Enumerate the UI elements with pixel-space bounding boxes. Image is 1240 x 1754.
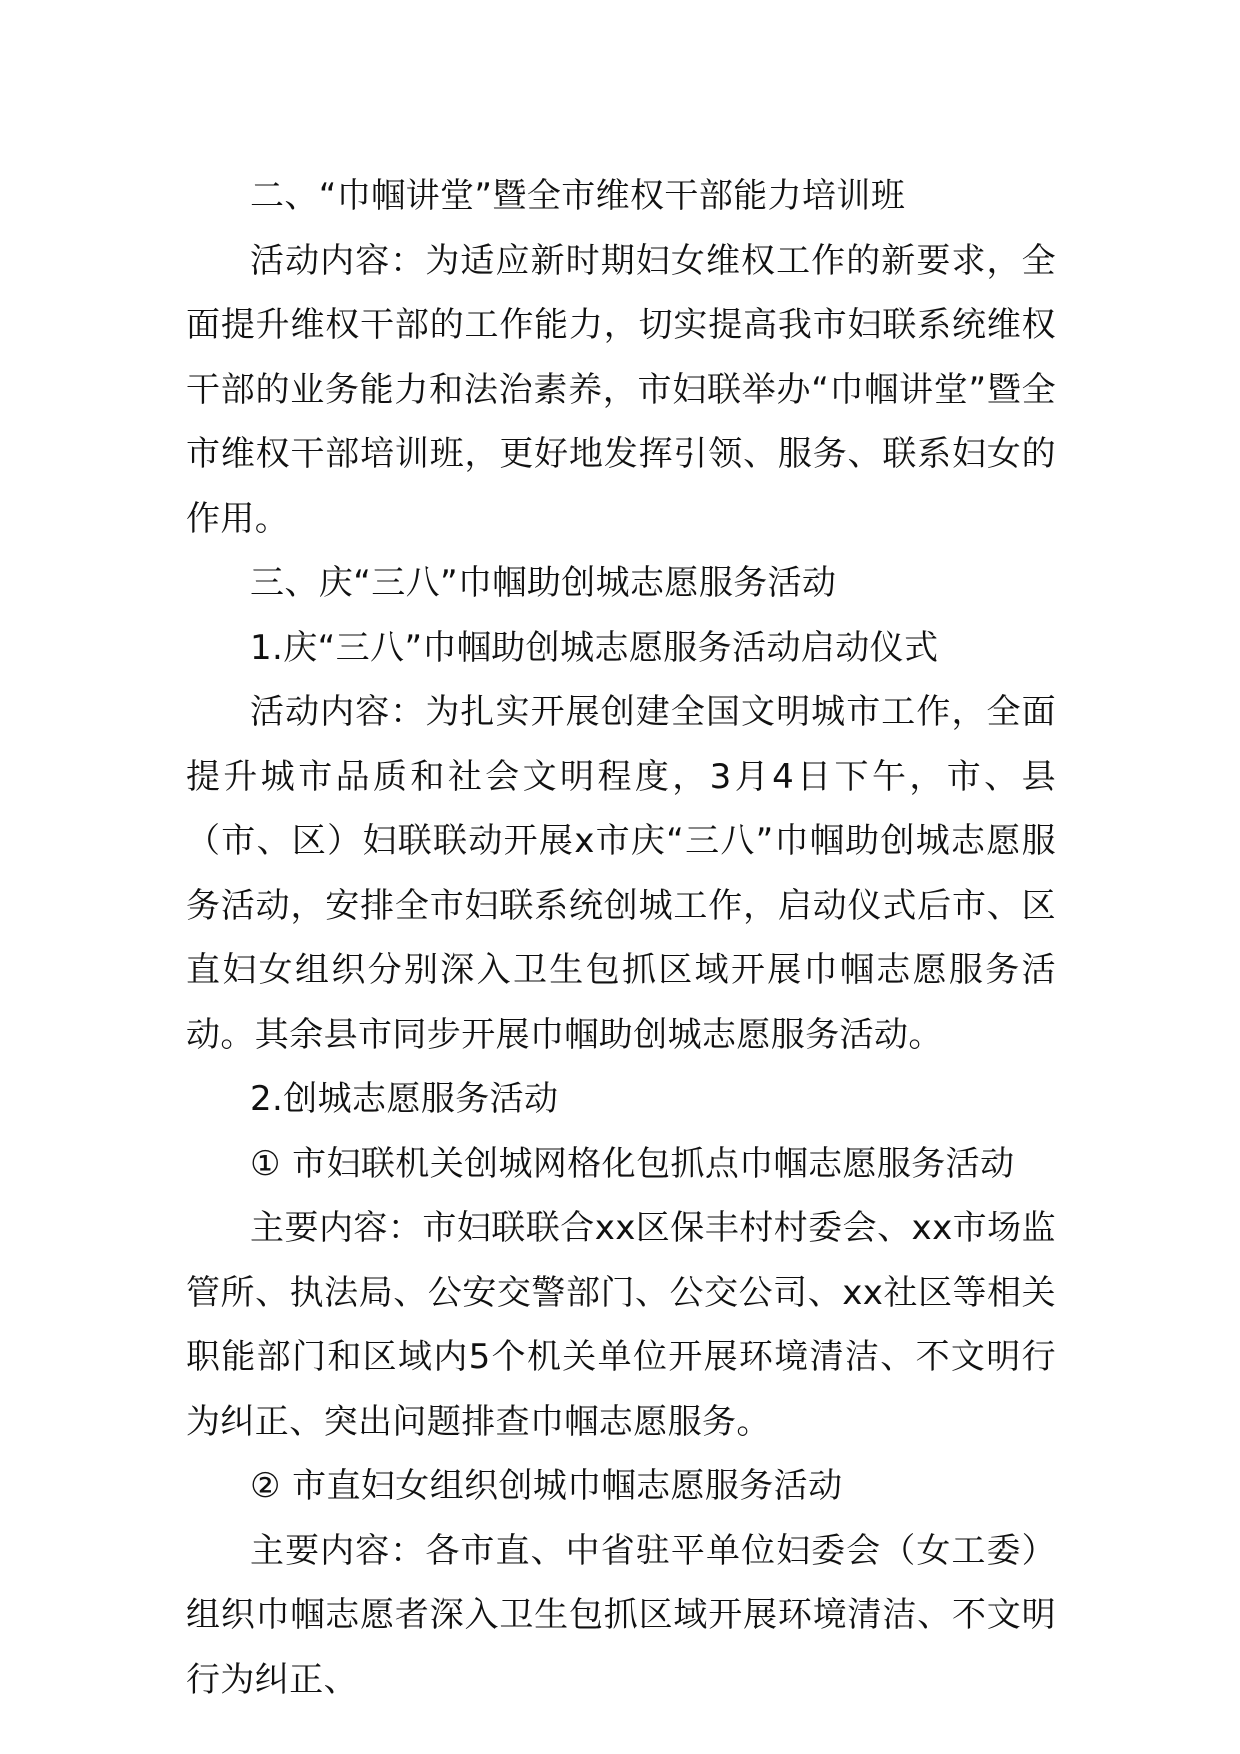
body-paragraph: 活动内容：为适应新时期妇女维权工作的新要求，全面提升维权干部的工作能力，切实提高我市妇联系统维权干部的业务能力和法治素养，市妇联举办“巾帼讲堂”暨全市维权干部培训班，更好地发挥引领、服务、联系妇女的作用。 [186,240,1056,539]
document-body [186,164,1056,1712]
body-paragraph: 主要内容：各市直、中省驻平单位妇委会（女工委）组织巾帼志愿者深入卫生包抓区域开展环境清洁、不文明行为纠正、 [186,1530,1056,1700]
subsection-heading-1: 1.庆“三八”巾帼助创城志愿服务活动启动仪式 [250,627,939,668]
list-item-heading-2: ② 市直妇女组织创城巾帼志愿服务活动 [250,1466,843,1506]
section-heading-3: 三、庆“三八”巾帼助创城志愿服务活动 [250,563,837,603]
list-item-heading-1: ① 市妇联机关创城网格化包抓点巾帼志愿服务活动 [250,1143,1015,1184]
section-heading-2: 二、“巾帼讲堂”暨全市维权干部能力培训班 [250,176,906,216]
body-paragraph: 活动内容：为扎实开展创建全国文明城市工作，全面提升城市品质和社会文明程度，3月4日下午，市、县（市、区）妇联联动开展x市庆“三八”巾帼助创城志愿服务活动，安排全市妇联系统创城工作，启动仪式后市、区直妇女组织分别深入卫生包抓区域开展巾帼志愿服务活动。其余县市同步开展巾帼助创城志愿服务活动。 [186,692,1056,1055]
subsection-heading-2: 2.创城志愿服务活动 [250,1079,559,1119]
body-paragraph: 主要内容：市妇联联合xx区保丰村村委会、xx市场监管所、执法局、公安交警部门、公交公司、xx社区等相关职能部门和区域内5个机关单位开展环境清洁、不文明行为纠正、突出问题排查巾帼志愿服务。 [186,1208,1056,1442]
